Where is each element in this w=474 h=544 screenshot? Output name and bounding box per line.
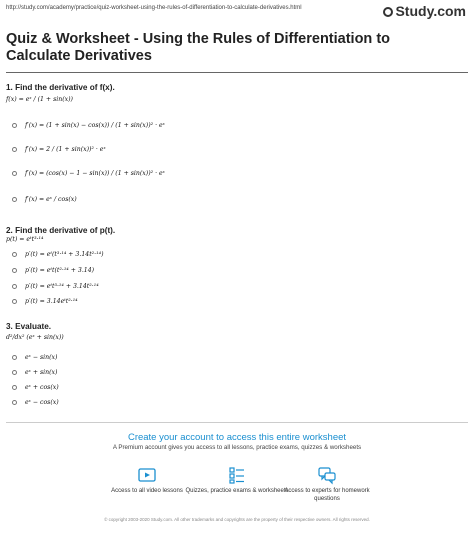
question-3-option-a[interactable]: eˣ − sin(x) [12, 354, 57, 361]
question-3-option-d[interactable]: eˣ − cos(x) [12, 399, 59, 406]
question-2-definition: p(t) = eᵗt³·¹⁴ [6, 236, 44, 243]
cta-headline[interactable]: Create your account to access this entire worksheet [127, 432, 347, 443]
checklist-icon [227, 465, 247, 485]
feature-experts-text: Access to experts for homework questions [284, 488, 370, 502]
question-1-option-d[interactable]: f′(x) = eˣ / cos(x) [12, 196, 77, 203]
question-1-option-b[interactable]: f′(x) = 2 / (1 + sin(x))² · eˣ [12, 146, 106, 153]
question-1-option-c[interactable]: f′(x) = (cos(x) − 1 − sin(x)) / (1 + sin(x))² · eˣ [12, 170, 165, 177]
radio-icon[interactable] [12, 284, 17, 289]
radio-icon[interactable] [12, 147, 17, 152]
radio-icon[interactable] [12, 268, 17, 273]
question-2-text: 2. Find the derivative of p(t). [6, 226, 116, 235]
radio-icon[interactable] [12, 171, 17, 176]
radio-icon[interactable] [12, 355, 17, 360]
radio-icon[interactable] [12, 123, 17, 128]
question-1-option-a[interactable]: f′(x) = (1 + sin(x) − cos(x)) / (1 + sin(x))² · eˣ [12, 122, 165, 129]
title-divider [6, 72, 468, 73]
question-3-option-b[interactable]: eˣ + sin(x) [12, 369, 57, 376]
radio-icon[interactable] [12, 385, 17, 390]
cta-divider [6, 422, 468, 423]
feature-experts [272, 465, 382, 503]
chat-icon [317, 465, 337, 485]
radio-icon[interactable] [12, 197, 17, 202]
cta-subline: A Premium account gives you access to all lessons, practice exams, quizzes & worksheets [112, 444, 362, 451]
page-title: Quiz & Worksheet - Using the Rules of Differentiation to Calculate Derivatives [6, 31, 391, 64]
study-logo[interactable] [383, 3, 466, 19]
radio-icon[interactable] [12, 252, 17, 257]
question-2 [6, 226, 115, 244]
question-2-option-d[interactable]: p′(t) = 3.14eᵗt²·¹⁴ [12, 298, 78, 305]
question-1-definition: f(x) = eˣ / (1 + sin(x)) [6, 96, 73, 103]
question-1-text: 1. Find the derivative of f(x). [6, 83, 115, 92]
question-3-text: 3. Evaluate. [6, 322, 52, 331]
feature-quizzes-text: Quizzes, practice exams & worksheets [185, 488, 289, 494]
question-2-option-b[interactable]: p′(t) = eᵗt(t²·¹⁴ + 3.14) [12, 267, 94, 274]
question-3-option-c[interactable]: eˣ + cos(x) [12, 384, 59, 391]
feature-video-text: Access to all video lessons [111, 488, 183, 494]
question-2-option-c[interactable]: p′(t) = eᵗt³·¹⁴ + 3.14t²·¹⁴ [12, 283, 99, 290]
radio-icon[interactable] [12, 299, 17, 304]
radio-icon[interactable] [12, 370, 17, 375]
question-1 [6, 83, 115, 104]
radio-icon[interactable] [12, 400, 17, 405]
video-icon [137, 465, 157, 485]
page-url: http://study.com/academy/practice/quiz-worksheet-using-the-rules-of-differentiation-to-calculate-derivatives.html [6, 5, 302, 11]
logo-circle-icon [383, 7, 393, 17]
question-3-definition: d²/dx² (eˣ + sin(x)) [6, 334, 64, 341]
question-2-option-a[interactable]: p′(t) = eᵗ(t³·¹⁴ + 3.14t²·¹⁴) [12, 251, 104, 258]
question-3 [6, 322, 64, 342]
footer-copyright: © copyright 2003-2020 Study.com. All other trademarks and copyrights are the property of their respective owners. All rights reserved. [104, 517, 370, 522]
logo-text: Study.com [395, 3, 466, 19]
